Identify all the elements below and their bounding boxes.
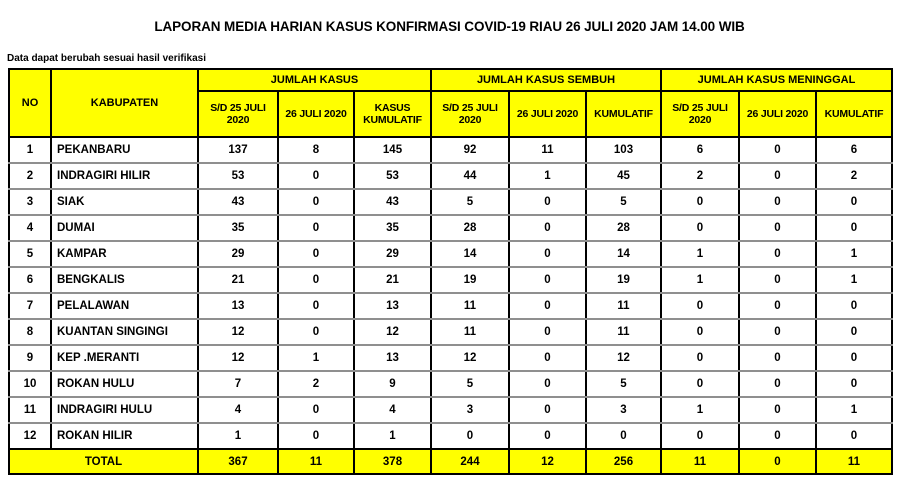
value-cell: 0: [661, 423, 739, 449]
value-cell: 3: [586, 397, 661, 423]
value-cell: 0: [278, 293, 354, 319]
subheader-meninggal-kumulatif: KUMULATIF: [816, 91, 892, 137]
header-group-row: [9, 69, 892, 91]
kabupaten-cell: DUMAI: [51, 215, 198, 241]
value-cell: 145: [354, 137, 431, 163]
value-cell: 11: [586, 293, 661, 319]
value-cell: 0: [816, 293, 892, 319]
row-number-cell: 10: [9, 371, 51, 397]
table-row: [9, 293, 892, 319]
table-body: [9, 137, 892, 449]
value-cell: 5: [431, 371, 509, 397]
value-cell: 0: [816, 345, 892, 371]
value-cell: 44: [431, 163, 509, 189]
value-cell: 0: [509, 241, 586, 267]
value-cell: 0: [278, 423, 354, 449]
value-cell: 14: [586, 241, 661, 267]
value-cell: 29: [354, 241, 431, 267]
value-cell: 8: [278, 137, 354, 163]
value-cell: 29: [198, 241, 278, 267]
total-value-cell: 256: [586, 449, 661, 474]
value-cell: 0: [739, 423, 816, 449]
row-number-cell: 6: [9, 267, 51, 293]
subheader-sembuh-sd25: S/D 25 JULI 2020: [431, 91, 509, 137]
value-cell: 0: [661, 345, 739, 371]
value-cell: 0: [661, 215, 739, 241]
table-row: [9, 163, 892, 189]
kabupaten-cell: KUANTAN SINGINGI: [51, 319, 198, 345]
group-header-jumlah-kasus: JUMLAH KASUS: [198, 69, 431, 91]
value-cell: 43: [198, 189, 278, 215]
value-cell: 14: [431, 241, 509, 267]
value-cell: 0: [661, 293, 739, 319]
value-cell: 43: [354, 189, 431, 215]
value-cell: 21: [354, 267, 431, 293]
value-cell: 0: [816, 189, 892, 215]
kabupaten-cell: INDRAGIRI HILIR: [51, 163, 198, 189]
value-cell: 1: [661, 241, 739, 267]
value-cell: 5: [586, 189, 661, 215]
value-cell: 13: [354, 293, 431, 319]
value-cell: 0: [661, 189, 739, 215]
value-cell: 0: [739, 345, 816, 371]
kabupaten-cell: KEP .MERANTI: [51, 345, 198, 371]
total-label: TOTAL: [9, 449, 198, 474]
value-cell: 19: [586, 267, 661, 293]
value-cell: 0: [509, 215, 586, 241]
value-cell: 0: [509, 319, 586, 345]
total-value-cell: 11: [661, 449, 739, 474]
subheader-meninggal-26juli: 26 JULI 2020: [739, 91, 816, 137]
table-row: [9, 215, 892, 241]
value-cell: 53: [354, 163, 431, 189]
row-number-cell: 5: [9, 241, 51, 267]
total-value-cell: 12: [509, 449, 586, 474]
row-number-cell: 12: [9, 423, 51, 449]
value-cell: 0: [509, 189, 586, 215]
value-cell: 0: [739, 137, 816, 163]
value-cell: 0: [739, 215, 816, 241]
value-cell: 0: [816, 215, 892, 241]
value-cell: 0: [739, 241, 816, 267]
value-cell: 28: [431, 215, 509, 241]
col-header-kabupaten: KABUPATEN: [51, 69, 198, 137]
value-cell: 5: [431, 189, 509, 215]
value-cell: 0: [739, 189, 816, 215]
value-cell: 103: [586, 137, 661, 163]
row-number-cell: 4: [9, 215, 51, 241]
value-cell: 0: [661, 371, 739, 397]
value-cell: 12: [198, 319, 278, 345]
row-number-cell: 8: [9, 319, 51, 345]
table-row: [9, 319, 892, 345]
table-row: [9, 189, 892, 215]
value-cell: 2: [661, 163, 739, 189]
value-cell: 0: [509, 267, 586, 293]
value-cell: 1: [816, 397, 892, 423]
value-cell: 1: [661, 397, 739, 423]
row-number-cell: 3: [9, 189, 51, 215]
value-cell: 1: [661, 267, 739, 293]
value-cell: 11: [431, 319, 509, 345]
total-value-cell: 11: [816, 449, 892, 474]
value-cell: 11: [509, 137, 586, 163]
row-number-cell: 11: [9, 397, 51, 423]
kabupaten-cell: KAMPAR: [51, 241, 198, 267]
value-cell: 0: [816, 319, 892, 345]
total-value-cell: 367: [198, 449, 278, 474]
kabupaten-cell: ROKAN HULU: [51, 371, 198, 397]
value-cell: 0: [509, 293, 586, 319]
row-number-cell: 2: [9, 163, 51, 189]
value-cell: 35: [198, 215, 278, 241]
value-cell: 0: [739, 397, 816, 423]
value-cell: 92: [431, 137, 509, 163]
value-cell: 0: [509, 345, 586, 371]
row-number-cell: 9: [9, 345, 51, 371]
value-cell: 11: [431, 293, 509, 319]
kabupaten-cell: PEKANBARU: [51, 137, 198, 163]
value-cell: 28: [586, 215, 661, 241]
value-cell: 12: [431, 345, 509, 371]
value-cell: 0: [278, 189, 354, 215]
value-cell: 0: [278, 319, 354, 345]
value-cell: 0: [739, 163, 816, 189]
value-cell: 1: [816, 241, 892, 267]
subheader-kasus-kumulatif: KASUS KUMULATIF: [354, 91, 431, 137]
value-cell: 35: [354, 215, 431, 241]
value-cell: 0: [586, 423, 661, 449]
value-cell: 1: [278, 345, 354, 371]
subheader-sembuh-kumulatif: KUMULATIF: [586, 91, 661, 137]
value-cell: 12: [354, 319, 431, 345]
kabupaten-cell: SIAK: [51, 189, 198, 215]
group-header-jumlah-kasus-sembuh: JUMLAH KASUS SEMBUH: [431, 69, 661, 91]
table-row: [9, 397, 892, 423]
value-cell: 45: [586, 163, 661, 189]
value-cell: 13: [354, 345, 431, 371]
value-cell: 7: [198, 371, 278, 397]
kabupaten-cell: ROKAN HILIR: [51, 423, 198, 449]
value-cell: 0: [661, 319, 739, 345]
value-cell: 0: [509, 423, 586, 449]
value-cell: 0: [278, 163, 354, 189]
value-cell: 1: [509, 163, 586, 189]
value-cell: 0: [739, 319, 816, 345]
value-cell: 4: [354, 397, 431, 423]
value-cell: 0: [278, 241, 354, 267]
subheader-sembuh-26juli: 26 JULI 2020: [509, 91, 586, 137]
value-cell: 6: [661, 137, 739, 163]
value-cell: 11: [586, 319, 661, 345]
value-cell: 6: [816, 137, 892, 163]
subheader-kasus-sd25: S/D 25 JULI 2020: [198, 91, 278, 137]
covid-report-table: [8, 68, 893, 475]
table-row: [9, 423, 892, 449]
value-cell: 19: [431, 267, 509, 293]
value-cell: 1: [198, 423, 278, 449]
total-row: [9, 449, 892, 474]
value-cell: 137: [198, 137, 278, 163]
value-cell: 0: [816, 371, 892, 397]
value-cell: 0: [739, 293, 816, 319]
value-cell: 13: [198, 293, 278, 319]
total-value-cell: 11: [278, 449, 354, 474]
kabupaten-cell: INDRAGIRI HULU: [51, 397, 198, 423]
value-cell: 0: [431, 423, 509, 449]
value-cell: 0: [739, 267, 816, 293]
value-cell: 3: [431, 397, 509, 423]
total-value-cell: 244: [431, 449, 509, 474]
row-number-cell: 7: [9, 293, 51, 319]
col-header-no: NO: [9, 69, 51, 137]
value-cell: 0: [739, 371, 816, 397]
value-cell: 0: [816, 423, 892, 449]
value-cell: 21: [198, 267, 278, 293]
value-cell: 2: [278, 371, 354, 397]
value-cell: 1: [816, 267, 892, 293]
table-row: [9, 371, 892, 397]
value-cell: 2: [816, 163, 892, 189]
table-row: [9, 241, 892, 267]
value-cell: 0: [509, 371, 586, 397]
value-cell: 53: [198, 163, 278, 189]
row-number-cell: 1: [9, 137, 51, 163]
subheader-meninggal-sd25: S/D 25 JULI 2020: [661, 91, 739, 137]
page-title: LAPORAN MEDIA HARIAN KASUS KONFIRMASI COVID-19 RIAU 26 JULI 2020 JAM 14.00 WIB: [154, 19, 745, 34]
subheader-kasus-26juli: 26 JULI 2020: [278, 91, 354, 137]
verification-note: Data dapat berubah sesuai hasil verifikasi: [7, 53, 206, 64]
value-cell: 9: [354, 371, 431, 397]
value-cell: 0: [278, 267, 354, 293]
kabupaten-cell: PELALAWAN: [51, 293, 198, 319]
value-cell: 1: [354, 423, 431, 449]
value-cell: 12: [586, 345, 661, 371]
value-cell: 4: [198, 397, 278, 423]
table-row: [9, 345, 892, 371]
value-cell: 0: [509, 397, 586, 423]
group-header-jumlah-kasus-meninggal: JUMLAH KASUS MENINGGAL: [661, 69, 892, 91]
total-value-cell: 378: [354, 449, 431, 474]
table-row: [9, 137, 892, 163]
total-value-cell: 0: [739, 449, 816, 474]
kabupaten-cell: BENGKALIS: [51, 267, 198, 293]
table-row: [9, 267, 892, 293]
value-cell: 0: [278, 397, 354, 423]
value-cell: 5: [586, 371, 661, 397]
value-cell: 0: [278, 215, 354, 241]
value-cell: 12: [198, 345, 278, 371]
